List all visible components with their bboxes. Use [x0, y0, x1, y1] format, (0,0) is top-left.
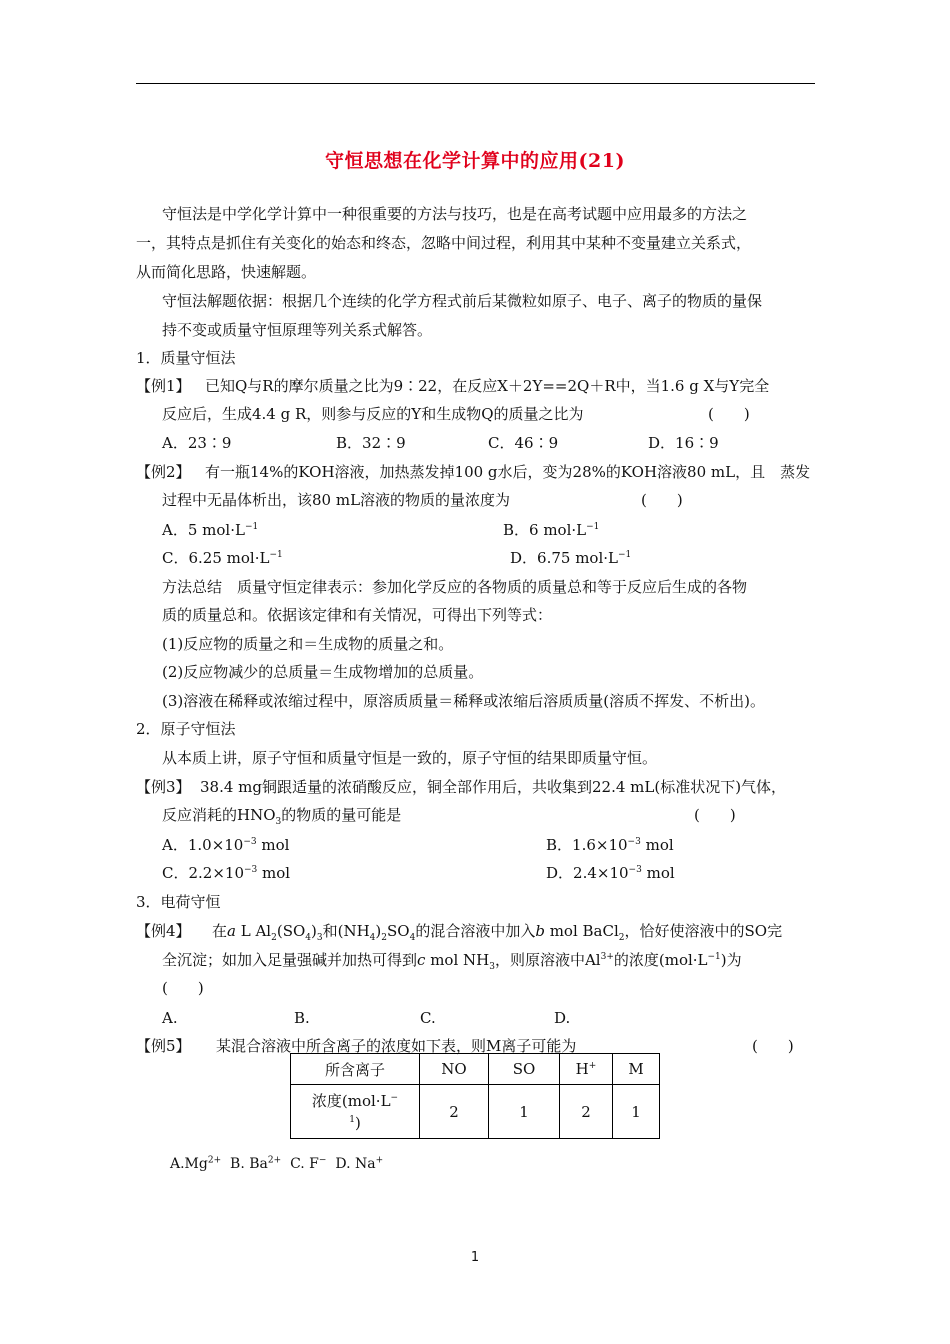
example-text: 反应后，生成4.4 g R，则参与反应的Y和生成物Q的质量之比为 — [162, 405, 584, 423]
intro-line: 守恒法是中学化学计算中一种很重要的方法与技巧，也是在高考试题中应用最多的方法之 — [162, 205, 748, 223]
option-b: B. — [294, 1009, 310, 1027]
section-heading: 3．电荷守恒 — [136, 893, 221, 911]
intro-line: 一，其特点是抓住有关变化的始态和终态，忽略中间过程，利用其中某种不变量建立关系式， — [136, 234, 752, 252]
example-text: 反应消耗的$HNO_3$的物质的量可能是 — [162, 806, 402, 827]
example-text: 在a L $Al_2(SO_4)_3$和$(NH_4)_2SO_4$的混合溶液中加入b mol BaCl$_2$，恰好使溶液中的SO完 — [212, 922, 783, 943]
section-heading: 2．原子守恒法 — [136, 720, 236, 738]
option-c: C．6.25 $mol\cdot L^{-1}$ — [162, 549, 283, 567]
option-b: B．6 $mol\cdot L^{-1}$ — [503, 521, 600, 539]
table-cell: 1 — [489, 1085, 560, 1139]
option-d: D．16∶9 — [648, 434, 719, 452]
option-a: A．23∶9 — [162, 434, 232, 452]
option-b: B．32∶9 — [336, 434, 406, 452]
table-cell: 2 — [420, 1085, 489, 1139]
table-header-cell: NO — [420, 1054, 489, 1085]
option-a: A．5 $mol\cdot L^{-1}$ — [162, 521, 259, 539]
example-text: 全沉淀；如加入足量强碱并加热可得到c mol $NH_3$，则原溶液中$Al^{3+}$的浓度$(mol\cdot L^{-1})$为 — [162, 951, 742, 972]
header-rule — [136, 83, 815, 84]
option-c: C. — [420, 1009, 436, 1027]
table-header-cell: 所含离子 — [291, 1054, 420, 1085]
intro-line: 持不变或质量守恒原理等列关系式解答。 — [162, 321, 433, 339]
example-text: 38.4 mg铜跟适量的浓硝酸反应，铜全部作用后，共收集到22.4 mL(标准状况下)气体， — [200, 778, 787, 796]
page-number: 1 — [470, 1250, 480, 1265]
table-header-row — [291, 1054, 660, 1085]
intro-line: 守恒法解题依据：根据几个连续的化学方程式前后某微粒如原子、电子、离子的物质的量保 — [162, 292, 763, 310]
method-summary: 方法总结 质量守恒定律表示：参加化学反应的各物质的质量总和等于反应后生成的各物 — [162, 578, 748, 596]
table-cell: 1 — [613, 1085, 660, 1139]
example-tag: 【例1】 — [136, 377, 191, 395]
answer-options: $A.Mg^{2+}$ B. $Ba^{2+}$ C. F− D. Na+ — [170, 1155, 384, 1172]
example-text: 有一瓶14%的KOH溶液，加热蒸发掉100 g水后，变为28%的KOH溶液80 mL，且 蒸发 — [205, 463, 811, 481]
answer-parentheses: ( ) — [708, 405, 750, 423]
answer-parentheses: ( ) — [162, 979, 204, 997]
table-cell-label: 浓度(mol·L− $^1$) — [291, 1085, 420, 1139]
option-d: D．$2.4\times 10^{-3}$ mol — [546, 864, 675, 882]
method-summary: 质的质量总和。依据该定律和有关情况，可得出下列等式： — [162, 606, 553, 624]
example-tag: 【例2】 — [136, 463, 191, 481]
example-text: 某混合溶液中所含离子的浓度如下表，则M离子可能为 — [216, 1037, 577, 1055]
document-title: 守恒思想在化学计算中的应用(21) — [325, 150, 625, 172]
option-a: A. — [162, 1009, 178, 1027]
example-text: 过程中无晶体析出，该80 mL溶液的物质的量浓度为 — [162, 491, 511, 509]
example-tag: 【例5】 — [136, 1037, 191, 1055]
section-heading: 1．质量守恒法 — [136, 349, 236, 367]
example-text: 已知Q与R的摩尔质量之比为9∶22，在反应X＋2Y==2Q＋R中，当1.6 g X与Y完全 — [205, 377, 770, 395]
answer-parentheses: ( ) — [694, 806, 736, 824]
table-row — [291, 1085, 660, 1139]
ion-concentration-table — [290, 1053, 660, 1139]
table-cell: 2 — [560, 1085, 613, 1139]
intro-line: 从而简化思路，快速解题。 — [136, 263, 317, 281]
summary-item: (3)溶液在稀释或浓缩过程中，原溶质质量＝稀释或浓缩后溶质质量(溶质不挥发、不析出)。 — [162, 692, 765, 710]
summary-item: (1)反应物的质量之和＝生成物的质量之和。 — [162, 635, 454, 653]
example-tag: 【例4】 — [136, 922, 191, 940]
option-c: C．$2.2\times 10^{-3}$ mol — [162, 864, 291, 882]
section-text: 从本质上讲，原子守恒和质量守恒是一致的，原子守恒的结果即质量守恒。 — [162, 749, 658, 767]
answer-parentheses: ( ) — [641, 491, 683, 509]
answer-parentheses: ( ) — [752, 1037, 794, 1055]
table-header-cell: SO — [489, 1054, 560, 1085]
option-b: B．$1.6\times 10^{-3}$ mol — [546, 836, 674, 854]
option-a: A．$1.0\times 10^{-3}$ mol — [162, 836, 290, 854]
table-header-cell: H+ — [560, 1054, 613, 1085]
option-d: D. — [554, 1009, 571, 1027]
summary-item: (2)反应物减少的总质量＝生成物增加的总质量。 — [162, 663, 484, 681]
option-d: D．6.75 $mol\cdot L^{-1}$ — [510, 549, 632, 567]
example-tag: 【例3】 — [136, 778, 191, 796]
option-c: C．46∶9 — [488, 434, 559, 452]
table-header-cell: M — [613, 1054, 660, 1085]
